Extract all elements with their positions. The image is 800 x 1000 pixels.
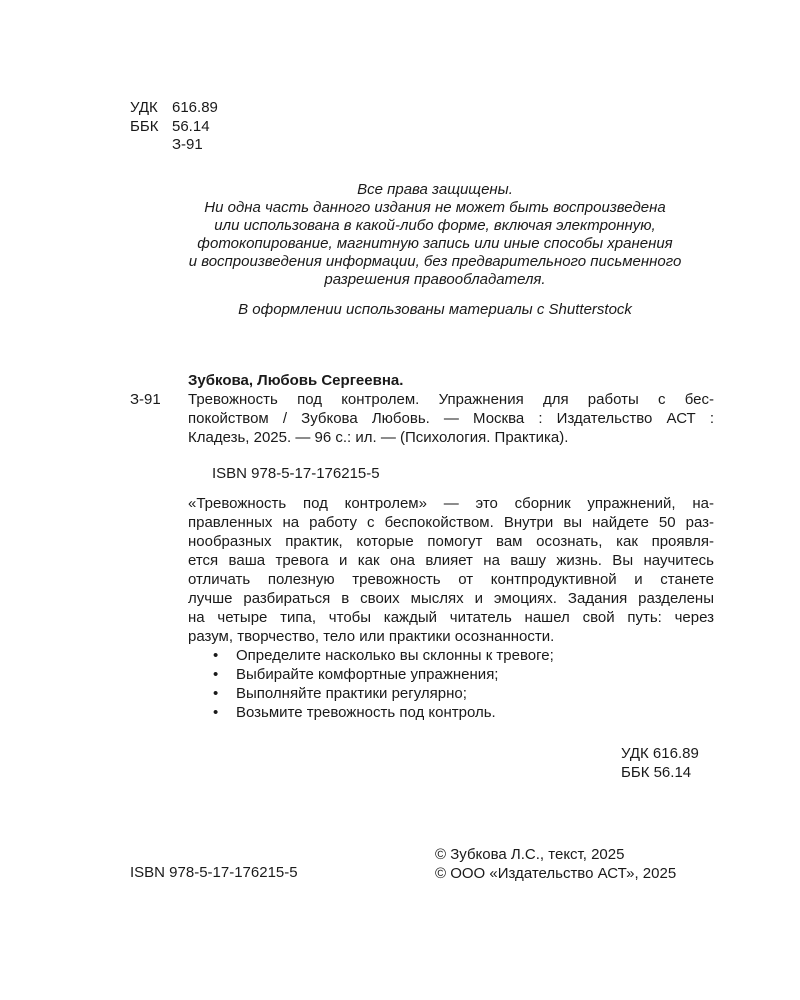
- classification-block: [130, 99, 218, 155]
- rights-line: и воспроизведения информации, без предварительного письменного: [188, 253, 682, 270]
- rights-notice: [150, 181, 720, 319]
- annotation-line: на четыре типа, чтобы каждый читатель нашел свой путь: через: [188, 609, 714, 626]
- bbk-label: ББК: [130, 117, 159, 135]
- udk-label: УДК: [130, 99, 158, 116]
- bullet-icon: •: [213, 647, 219, 664]
- rights-line: фотокопирование, магнитную запись или иные способы хранения: [197, 235, 673, 252]
- bottom-classification: [621, 744, 699, 782]
- bib-line: Кладезь, 2025. — 96 с.: ил. — (Психология. Практика).: [188, 429, 569, 446]
- annotation-line: правленных на работу с беспокойством. Внутри вы найдете 50 раз-: [188, 514, 714, 531]
- rights-line: или использована в какой-либо форме, включая электронную,: [214, 217, 656, 234]
- list-item: • Выбирайте комфортные упражнения;: [213, 666, 499, 683]
- copyright-text: © Зубкова Л.С., текст, 2025: [435, 846, 625, 863]
- record-author: Зубкова, Любовь Сергеевна.: [188, 372, 404, 389]
- annotation: [188, 494, 714, 722]
- materials-note: В оформлении использованы материалы с Shutterstock: [238, 301, 632, 318]
- bullet-icon: •: [213, 704, 219, 721]
- copyright-block: [435, 845, 676, 883]
- bib-line: Тревожность под контролем. Упражнения для работы с бес-: [188, 391, 714, 408]
- bottom-isbn: ISBN 978-5-17-176215-5: [130, 864, 298, 881]
- annotation-line: ется ваша тревога и как она влияет на вашу жизнь. Вы научитесь: [188, 552, 714, 569]
- author-code: З-91: [172, 136, 203, 153]
- bottom-udk: УДК 616.89: [621, 745, 699, 762]
- list-item: • Возьмите тревожность под контроль.: [213, 704, 496, 721]
- annotation-line: отличать полезную тревожность от контпродуктивной и станете: [188, 571, 714, 588]
- bibliographic-description: [188, 390, 714, 447]
- copyright-publisher: © ООО «Издательство АСТ», 2025: [435, 865, 677, 882]
- udk-value: 616.89: [172, 99, 218, 116]
- annotation-bullet-list: [188, 646, 714, 722]
- annotation-line: «Тревожность под контролем» — это сборник упражнений, на-: [188, 495, 714, 512]
- bottom-bbk: ББК 56.14: [621, 764, 692, 781]
- bullet-icon: •: [213, 666, 219, 683]
- udk-row: [130, 99, 218, 118]
- record-code: З-91: [130, 391, 161, 408]
- bbk-value: 56.14: [172, 117, 210, 135]
- annotation-line: лучше разбираться в своих мыслях и эмоциях. Задания разделены: [188, 590, 714, 607]
- author-code-row: [130, 136, 218, 155]
- list-item: • Выполняйте практики регулярно;: [213, 685, 467, 702]
- bib-line: покойством / Зубкова Любовь. — Москва : Издательство АСТ :: [188, 410, 714, 427]
- record-isbn: ISBN 978-5-17-176215-5: [212, 465, 380, 482]
- bullet-icon: •: [213, 685, 219, 702]
- annotation-line: разум, творчество, тело или практики осознанности.: [188, 628, 555, 645]
- annotation-line: нообразных практик, которые помогут вам осознать, как проявля-: [188, 533, 714, 550]
- rights-line: Все права защищены.: [357, 181, 513, 198]
- rights-line: разрешения правообладателя.: [324, 271, 546, 288]
- list-item: • Определите насколько вы склонны к тревоге;: [213, 647, 554, 664]
- rights-line: Ни одна часть данного издания не может быть воспроизведена: [204, 199, 666, 216]
- bbk-row: [130, 118, 218, 137]
